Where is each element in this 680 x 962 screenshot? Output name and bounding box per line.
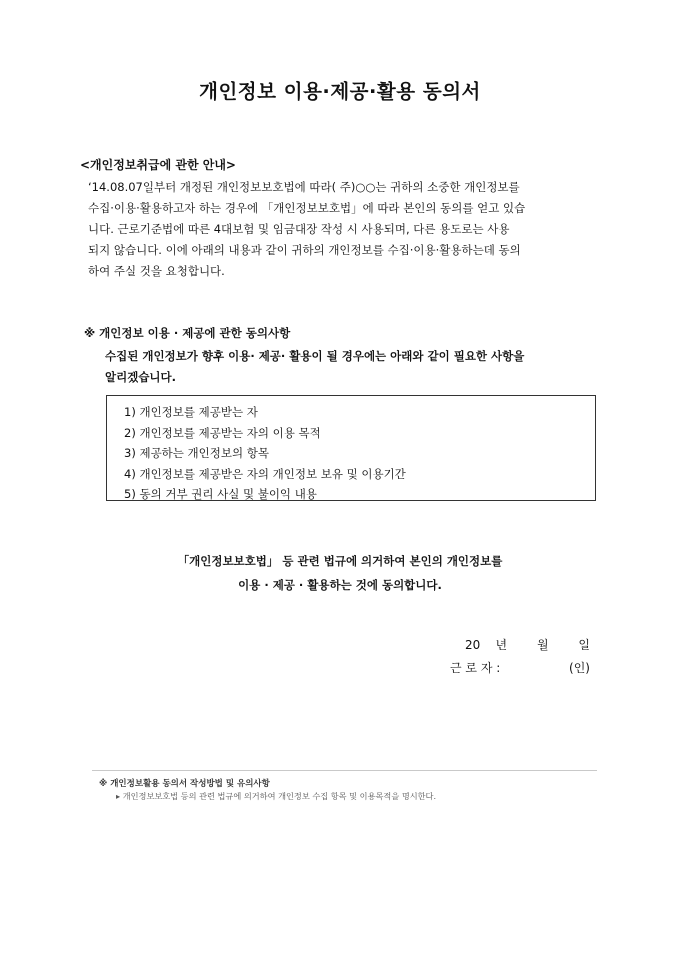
- notice-line: 니다. 근로기준법에 따른 4대보험 및 임금대장 작성 시 사용되며, 다른 용도로는 사용: [88, 222, 510, 236]
- consent-desc-line: 수집된 개인정보가 향후 이용· 제공· 활용이 될 경우에는 아래와 같이 필요한 사항을: [105, 349, 525, 363]
- date-year[interactable]: [465, 636, 507, 653]
- year-label: 년: [495, 638, 508, 652]
- consent-items-list: [124, 402, 595, 505]
- footer-note: ▸ 개인정보보호법 등의 관련 법규에 의거하여 개인정보 수집 항목 및 이용목적을 명시한다.: [116, 791, 437, 801]
- signer-field: [450, 659, 590, 676]
- signer-label: 근 로 자 :: [450, 661, 501, 675]
- notice-heading: <개인정보취급에 관한 안내>: [80, 158, 236, 172]
- consent-heading: ※ 개인정보 이용 · 제공에 관한 동의사항: [84, 326, 291, 340]
- consent-item: 5) 동의 거부 권리 사실 및 불이익 내용: [124, 487, 317, 501]
- date-month-label[interactable]: 월: [536, 638, 549, 652]
- consent-items-box: [106, 395, 596, 501]
- notice-body: [88, 177, 592, 282]
- agreement-line: 이용 · 제공 · 활용하는 것에 동의합니다.: [238, 578, 442, 592]
- document-title: 개인정보 이용·제공·활용 동의서: [199, 80, 481, 103]
- notice-line: 되지 않습니다. 이에 아래의 내용과 같이 귀하의 개인정보를 수집·이용·활용하는데 동의: [88, 243, 521, 257]
- year-prefix: 20: [465, 638, 481, 652]
- seal-mark[interactable]: (인): [569, 661, 590, 675]
- date-day-label[interactable]: 일: [578, 638, 590, 652]
- footer-divider: [92, 770, 597, 771]
- notice-line: 하여 주실 것을 요청합니다.: [88, 264, 225, 278]
- footer-heading: ※ 개인정보활용 동의서 작성방법 및 유의사항: [99, 779, 270, 789]
- consent-item: 2) 개인정보를 제공받는 자의 이용 목적: [124, 425, 321, 440]
- consent-item: 3) 제공하는 개인정보의 항목: [124, 446, 269, 460]
- date-field: [465, 636, 590, 653]
- consent-item: 4) 개인정보를 제공받은 자의 개인정보 보유 및 이용기간: [124, 466, 406, 481]
- agreement-line: 「개인정보보호법」 등 관련 법규에 의거하여 본인의 개인정보를: [177, 554, 503, 568]
- consent-description: [105, 346, 597, 388]
- notice-line: ‘14.08.07일부터 개정된 개인정보보호법에 따라( 주)○○는 귀하의 소중한 개인정보를: [88, 180, 520, 194]
- consent-desc-line: 알리겠습니다.: [105, 370, 177, 384]
- notice-line: 수집·이용·활용하고자 하는 경우에 「개인정보보호법」에 따라 본인의 동의를 얻고 있습: [88, 201, 526, 215]
- consent-item: 1) 개인정보를 제공받는 자: [124, 405, 258, 419]
- agreement-statement: [0, 549, 680, 597]
